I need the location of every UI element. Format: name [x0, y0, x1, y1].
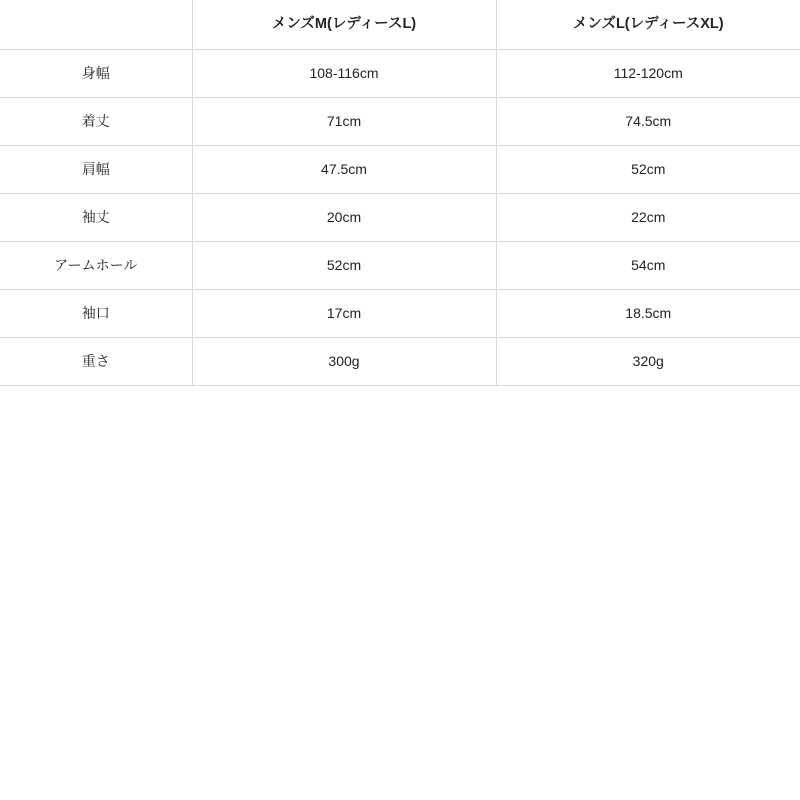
cell-sleeve-length-m: 20cm — [192, 193, 496, 241]
column-header-mens-l: メンズL(レディースXL) — [496, 0, 800, 49]
cell-cuff-m: 17cm — [192, 289, 496, 337]
cell-weight-m: 300g — [192, 337, 496, 385]
row-label-body-width: 身幅 — [0, 49, 192, 97]
table-row — [0, 49, 800, 97]
cell-shoulder-width-m: 47.5cm — [192, 145, 496, 193]
row-label-weight: 重さ — [0, 337, 192, 385]
cell-shoulder-width-l: 52cm — [496, 145, 800, 193]
table-body — [0, 49, 800, 385]
table-row — [0, 97, 800, 145]
row-label-armhole: アームホール — [0, 241, 192, 289]
table-header-row — [0, 0, 800, 49]
table-row — [0, 145, 800, 193]
row-label-cuff: 袖口 — [0, 289, 192, 337]
row-label-length: 着丈 — [0, 97, 192, 145]
cell-armhole-l: 54cm — [496, 241, 800, 289]
cell-body-width-m: 108-116cm — [192, 49, 496, 97]
table-row — [0, 241, 800, 289]
size-chart-table — [0, 0, 800, 386]
cell-armhole-m: 52cm — [192, 241, 496, 289]
column-header-mens-m: メンズM(レディースL) — [192, 0, 496, 49]
cell-cuff-l: 18.5cm — [496, 289, 800, 337]
row-label-shoulder-width: 肩幅 — [0, 145, 192, 193]
table-row — [0, 193, 800, 241]
cell-weight-l: 320g — [496, 337, 800, 385]
cell-body-width-l: 112-120cm — [496, 49, 800, 97]
table-row — [0, 289, 800, 337]
table-header — [0, 0, 800, 49]
row-label-sleeve-length: 袖丈 — [0, 193, 192, 241]
table-corner-cell — [0, 0, 192, 49]
cell-length-l: 74.5cm — [496, 97, 800, 145]
table-row — [0, 337, 800, 385]
cell-sleeve-length-l: 22cm — [496, 193, 800, 241]
cell-length-m: 71cm — [192, 97, 496, 145]
